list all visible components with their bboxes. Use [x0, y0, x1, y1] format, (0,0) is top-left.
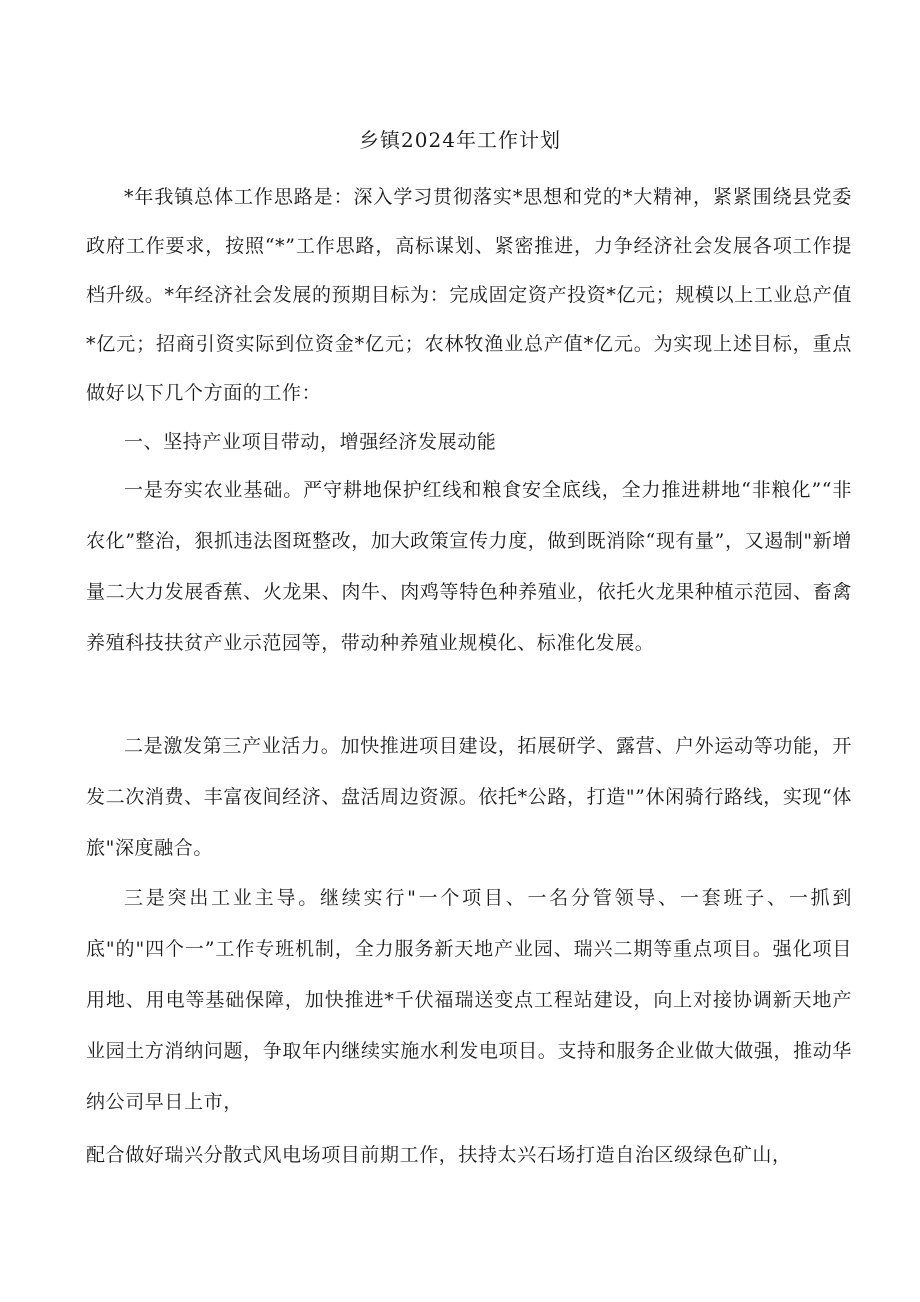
- agriculture-paragraph: 一是夯实农业基础。严守耕地保护红线和粮食安全底线，全力推进耕地“非粮化”“非农化”整治，狠抓违法图斑整改，加大政策宣传力度，做到既消除“现有量”，又遏制"新增量二大力发展香蕉、火龙果、肉牛、肉鸡等特色种养殖业，依托火龙果种植示范园、畜禽养殖科技扶贫产业示范园等，带动种养殖业规模化、标准化发展。: [86, 479, 852, 654]
- document-title: 乡镇2024年工作计划: [359, 128, 561, 152]
- intro-paragraph: *年我镇总体工作思路是：深入学习贯彻落实*思想和党的*大精神，紧紧围绕县党委政府工作要求，按照“*”工作思路，高标谋划、紧密推进，力争经济社会发展各项工作提档升级。*年经济社会发展的预期目标为：完成固定资产投资*亿元；规模以上工业总产值*亿元；招商引资实际到位资金*亿元；农林牧渔业总产值*亿元。为实现上述目标，重点做好以下几个方面的工作：: [86, 186, 852, 404]
- tertiary-industry-paragraph: 二是激发第三产业活力。加快推进项目建设，拓展研学、露营、户外运动等功能，开发二次消费、丰富夜间经济、盘活周边资源。依托*公路，打造"”休闲骑行路线，实现“体旅"深度融合。: [86, 735, 852, 859]
- industry-paragraph: 三是突出工业主导。继续实行"一个项目、一名分管领导、一套班子、一抓到底"的"四个一”工作专班机制，全力服务新天地产业园、瑞兴二期等重点项目。强化项目用地、用电等基础保障，加快推进*千伏福瑞送变点工程站建设，向上对接协调新天地产业园土方消纳问题，争取年内继续实施水利发电项目。支持和服务企业做大做强，推动华纳公司早日上市，: [86, 887, 852, 1113]
- section-heading-1: 一、坚持产业项目带动，增强经济发展动能: [124, 431, 497, 453]
- continuation-paragraph: 配合做好瑞兴分散式风电场项目前期工作，扶持太兴石场打造自治区级绿色矿山，: [86, 1144, 792, 1166]
